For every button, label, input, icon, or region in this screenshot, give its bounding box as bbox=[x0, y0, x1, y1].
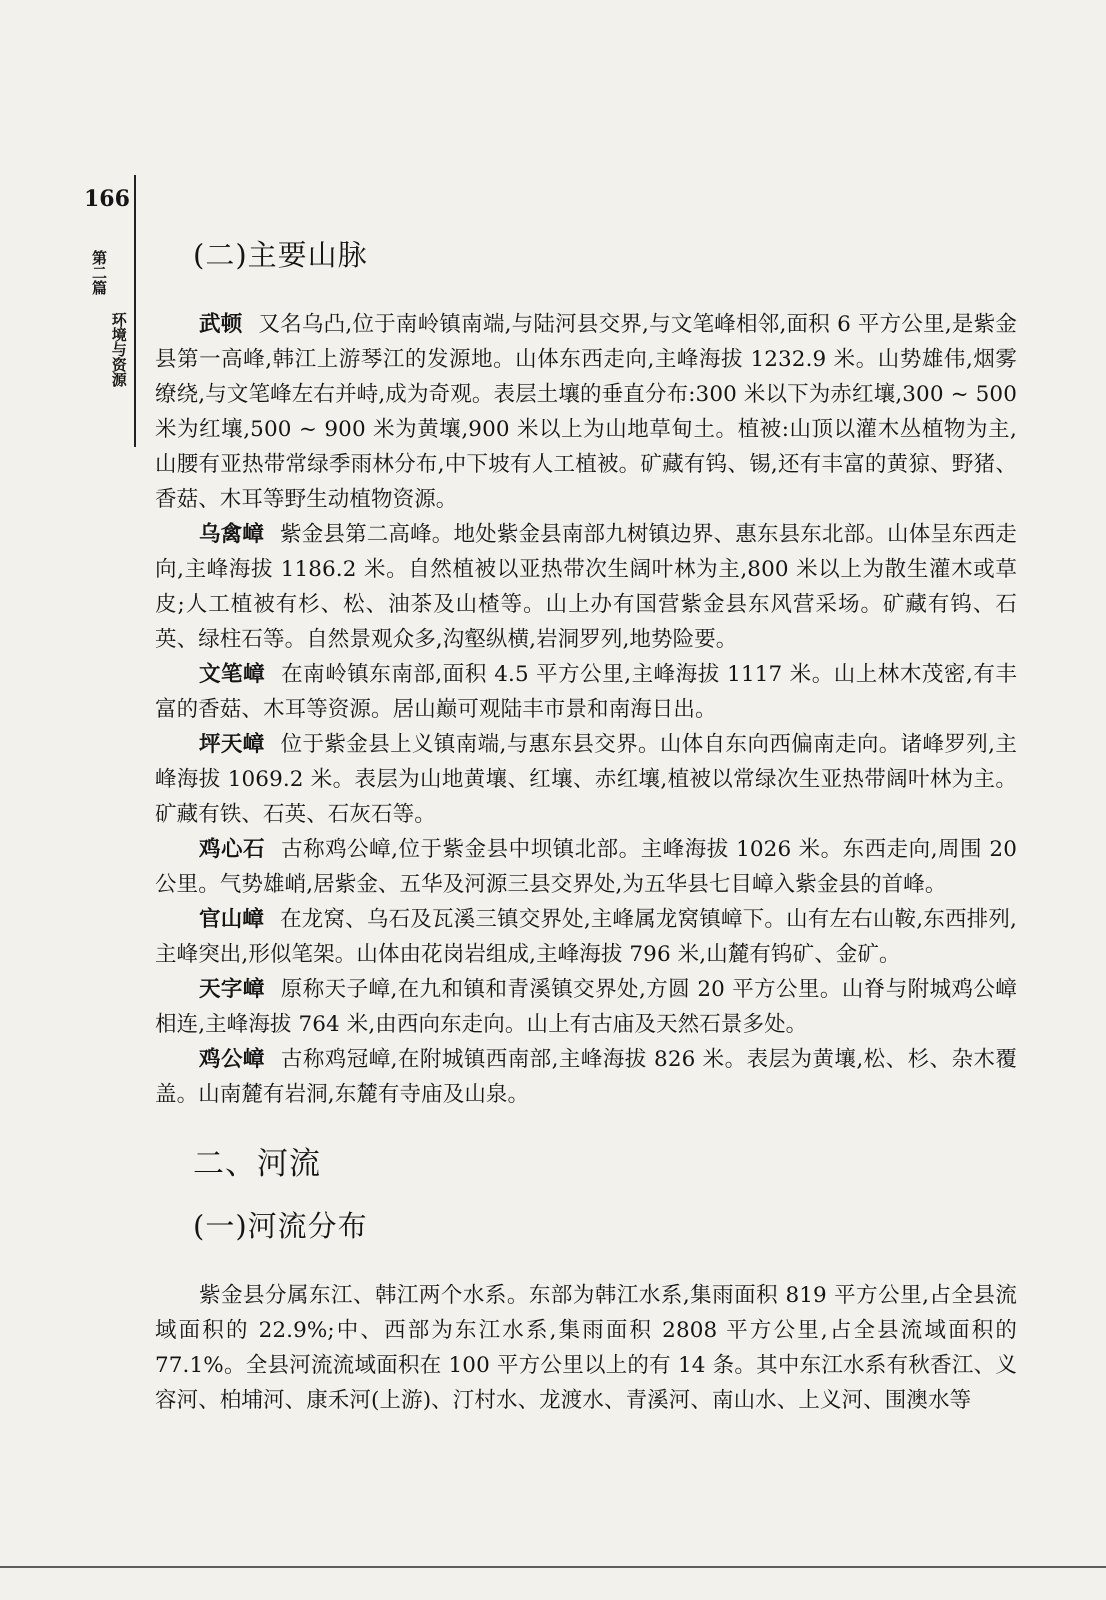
running-head bbox=[90, 250, 126, 408]
mountain-term: 官山嶂 bbox=[199, 906, 265, 932]
mountain-entry-wenbizhang bbox=[155, 657, 1017, 727]
mountains-heading: (二)主要山脉 bbox=[193, 238, 368, 272]
mountain-term: 文笔嶂 bbox=[199, 661, 266, 687]
mountain-entry-tianzizhang bbox=[155, 972, 1017, 1042]
mountain-description: 位于紫金县上义镇南端,与惠东县交界。山体自东向西偏南走向。诸峰罗列,主峰海拔 1069.2 米。表层为山地黄壤、红壤、赤红壤,植被以常绿次生亚热带阔叶林为主。矿藏有铁、石英、石灰石等。 bbox=[155, 731, 1017, 827]
mountain-term: 坪天嶂 bbox=[199, 731, 265, 757]
river-distribution-heading: (一)河流分布 bbox=[193, 1208, 368, 1243]
mountain-entry-wuqinzhang bbox=[155, 517, 1017, 657]
mountain-description: 在南岭镇东南部,面积 4.5 平方公里,主峰海拔 1117 米。山上林木茂密,有丰富的香菇、木耳等资源。居山巅可观陆丰市景和南海日出。 bbox=[155, 661, 1017, 722]
page-number: 166 bbox=[84, 186, 130, 212]
rivers-heading: 二、河流 bbox=[193, 1145, 321, 1182]
page-content bbox=[155, 238, 1017, 1418]
river-distribution-paragraph: 紫金县分属东江、韩江两个水系。东部为韩江水系,集雨面积 819 平方公里,占全县流域面积的 22.9%;中、西部为东江水系,集雨面积 2808 平方公里,占全县流域面积的 77.1%。全县河流流域面积在 100 平方公里以上的有 14 条。其中东江水系有秋香江、义容河、柏埔河、康禾河(上游)、汀村水、龙渡水、青溪河、南山水、上义河、围澳水等 bbox=[155, 1282, 1017, 1413]
margin-rule bbox=[134, 175, 136, 447]
mountain-entry-jigongzhang bbox=[155, 1042, 1017, 1112]
mountain-term: 天字嶂 bbox=[199, 976, 265, 1002]
mountain-entry-jixinshi bbox=[155, 832, 1017, 902]
mountain-description: 又名乌凸,位于南岭镇南端,与陆河县交界,与文笔峰相邻,面积 6 平方公里,是紫金县第一高峰,韩江上游琴江的发源地。山体东西走向,主峰海拔 1232.9 米。山势雄伟,烟雾缭绕,与文笔峰左右并峙,成为奇观。表层土壤的垂直分布:300 米以下为赤红壤,300 ~ 500 米为红壤,500 ~ 900 米为黄壤,900 米以上为山地草甸土。植被:山顶以灌木丛植物为主,山腰有亚热带常绿季雨林分布,中下坡有人工植被。矿藏有钨、锡,还有丰富的黄猄、野猪、香菇、木耳等野生动植物资源。 bbox=[155, 311, 1017, 512]
mountain-description: 古称鸡公嶂,位于紫金县中坝镇北部。主峰海拔 1026 米。东西走向,周围 20 公里。气势雄峭,居紫金、五华及河源三县交界处,为五华县七目嶂入紫金县的首峰。 bbox=[155, 836, 1017, 897]
mountain-description: 在龙窝、乌石及瓦溪三镇交界处,主峰属龙窝镇嶂下。山有左右山鞍,东西排列,主峰突出,形似笔架。山体由花岗岩组成,主峰海拔 796 米,山麓有钨矿、金矿。 bbox=[155, 906, 1017, 967]
running-head-part: 第二篇 bbox=[90, 250, 108, 295]
mountain-description: 紫金县第二高峰。地处紫金县南部九树镇边界、惠东县东北部。山体呈东西走向,主峰海拔 1186.2 米。自然植被以亚热带次生阔叶林为主,800 米以上为散生灌木或草皮;人工植被有杉、松、油茶及山楂等。山上办有国营紫金县东风营采场。矿藏有钨、石英、绿柱石等。自然景观众多,沟壑纵横,岩洞罗列,地势险要。 bbox=[155, 521, 1017, 652]
mountain-entry-pingtianzhang bbox=[155, 727, 1017, 832]
mountain-description: 古称鸡冠嶂,在附城镇西南部,主峰海拔 826 米。表层为黄壤,松、杉、杂木覆盖。山南麓有岩洞,东麓有寺庙及山泉。 bbox=[155, 1046, 1017, 1107]
mountain-term: 武顿 bbox=[199, 311, 243, 337]
running-head-title: 环境与资源 bbox=[109, 312, 128, 387]
bottom-rule bbox=[0, 1566, 1106, 1568]
mountain-description: 原称天子嶂,在九和镇和青溪镇交界处,方圆 20 平方公里。山脊与附城鸡公嶂相连,主峰海拔 764 米,由西向东走向。山上有古庙及天然石景多处。 bbox=[155, 976, 1017, 1037]
mountain-term: 鸡心石 bbox=[199, 836, 266, 862]
mountain-term: 乌禽嶂 bbox=[199, 521, 265, 547]
mountain-term: 鸡公嶂 bbox=[199, 1046, 265, 1072]
mountain-entry-wudun bbox=[155, 307, 1017, 517]
mountain-entry-guanshanzhang bbox=[155, 902, 1017, 972]
